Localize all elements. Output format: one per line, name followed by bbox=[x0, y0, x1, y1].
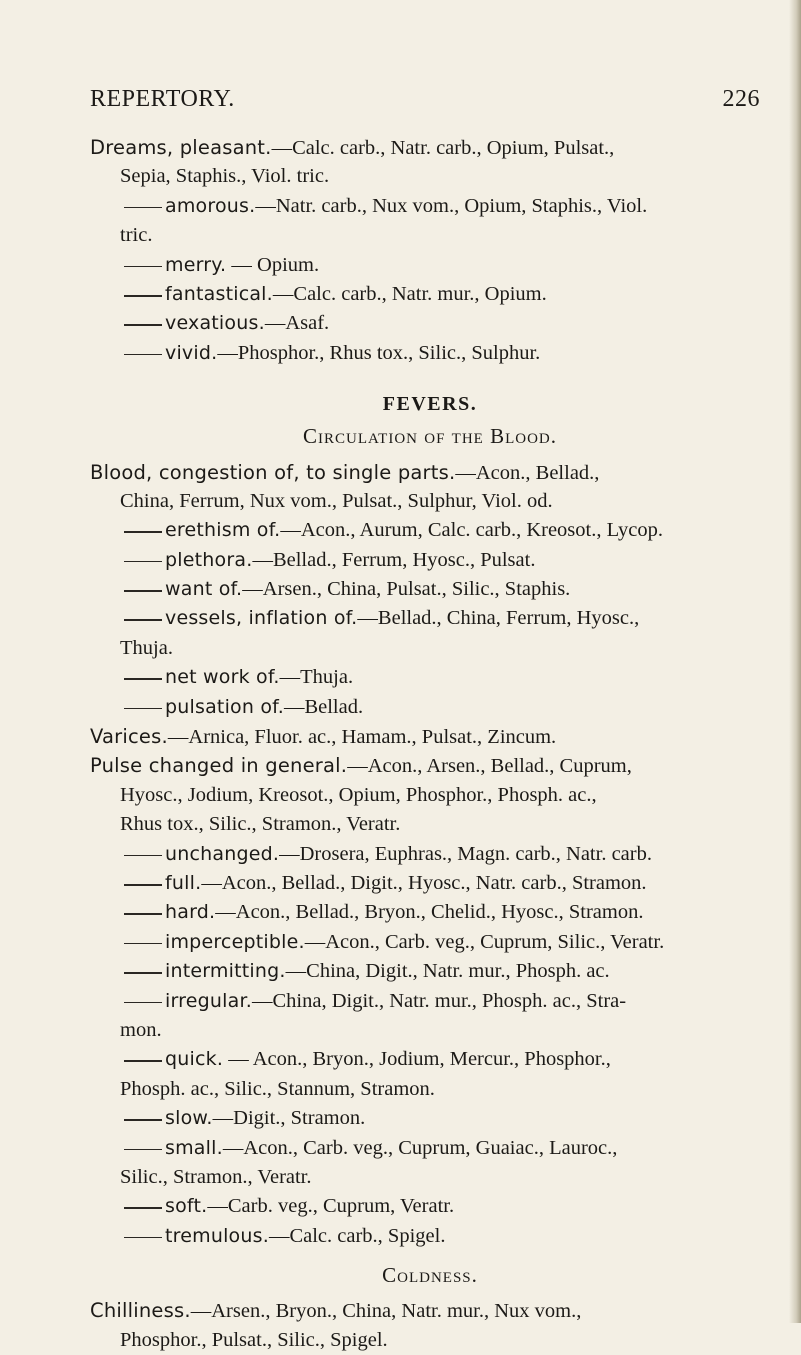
rubric-term: amorous. bbox=[165, 194, 256, 217]
rubric-term: Blood, congestion of, to single parts. bbox=[90, 460, 456, 484]
continuation-line: Phosphor., Pulsat., Silic., Spigel. bbox=[120, 1328, 388, 1351]
rubric-entry bbox=[90, 751, 770, 780]
remedy-list: —Acon., Carb. veg., Cuprum, Guaiac., Lauroc., bbox=[222, 1136, 618, 1159]
rubric-term: pulsation of. bbox=[165, 695, 284, 718]
remedy-list: —Asaf. bbox=[264, 312, 330, 335]
repertory-text bbox=[90, 133, 770, 1355]
rubric-term: erethism of. bbox=[165, 519, 281, 542]
continuation-line: Rhus tox., Silic., Stramon., Veratr. bbox=[120, 813, 401, 836]
spacer bbox=[90, 1251, 770, 1261]
subsection-heading: Coldness. bbox=[382, 1263, 478, 1288]
rubric-entry bbox=[90, 722, 770, 751]
rubric-term: imperceptible. bbox=[165, 930, 305, 953]
sub-entry bbox=[90, 928, 770, 957]
page-edge-shadow bbox=[789, 0, 801, 1323]
rubric-term: full. bbox=[165, 871, 202, 894]
sub-entry bbox=[90, 663, 770, 692]
sub-entry bbox=[90, 987, 770, 1016]
rubric-term: fantastical. bbox=[165, 282, 273, 305]
rubric-term: vivid. bbox=[165, 341, 218, 364]
subsection-heading: Circulation of the Blood. bbox=[303, 424, 557, 449]
rubric-term: vessels, inflation of. bbox=[165, 607, 358, 630]
sub-entry bbox=[90, 251, 770, 280]
remedy-list: —Acon., Arsen., Bellad., Cuprum, bbox=[347, 755, 632, 778]
remedy-list: —Acon., Bellad., Bryon., Chelid., Hyosc., Stramon. bbox=[215, 901, 644, 924]
rubric-term: net work of. bbox=[165, 666, 280, 689]
remedy-list: —Drosera, Euphras., Magn. carb., Natr. carb. bbox=[279, 842, 652, 865]
rubric-entry bbox=[90, 133, 770, 162]
remedy-list: —Calc. carb., Spigel. bbox=[268, 1224, 446, 1247]
remedy-list: —China, Digit., Natr. mur., Phosph. ac. bbox=[285, 960, 610, 983]
sub-entry bbox=[90, 1134, 770, 1163]
remedy-list: —Calc. carb., Natr. carb., Opium, Pulsat., bbox=[271, 137, 615, 159]
continuation-line: Hyosc., Jodium, Kreosot., Opium, Phosphor., Phosph. ac., bbox=[120, 783, 597, 806]
continuation-line: Sepia, Staphis., Viol. tric. bbox=[120, 165, 330, 188]
sub-entry bbox=[90, 309, 770, 338]
sub-entry bbox=[90, 1104, 770, 1133]
remedy-list: — Opium. bbox=[226, 253, 320, 276]
rubric-term: Pulse changed in general. bbox=[90, 754, 348, 778]
sub-entry bbox=[90, 546, 770, 575]
remedy-list: —China, Digit., Natr. mur., Phosph. ac., Stra- bbox=[251, 989, 627, 1012]
remedy-list: —Bellad. bbox=[283, 695, 364, 718]
remedy-list: —Arsen., China, Pulsat., Silic., Staphis. bbox=[242, 578, 571, 601]
sub-entry bbox=[90, 1045, 770, 1074]
rubric-term: vexatious. bbox=[165, 312, 265, 335]
sub-entry bbox=[90, 192, 770, 221]
rubric-entry bbox=[90, 458, 770, 487]
continuation-line: Phosph. ac., Silic., Stannum, Stramon. bbox=[120, 1077, 435, 1100]
rubric-term: want of. bbox=[165, 578, 243, 601]
remedy-list: —Arnica, Fluor. ac., Hamam., Pulsat., Zincum. bbox=[167, 726, 557, 749]
sub-entry bbox=[90, 280, 770, 309]
continuation-line: China, Ferrum, Nux vom., Pulsat., Sulphur, Viol. od. bbox=[120, 489, 553, 512]
sub-entry bbox=[90, 957, 770, 986]
rubric-term: plethora. bbox=[165, 548, 253, 571]
rubric-term: irregular. bbox=[165, 989, 252, 1012]
remedy-list: —Thuja. bbox=[279, 666, 354, 689]
sub-entry bbox=[90, 1222, 770, 1251]
rubric-term: small. bbox=[165, 1136, 223, 1159]
continuation-line: Silic., Stramon., Veratr. bbox=[120, 1165, 312, 1188]
continuation-line: mon. bbox=[120, 1018, 162, 1041]
rubric-term: intermitting. bbox=[165, 960, 286, 983]
sub-entry bbox=[90, 604, 770, 633]
rubric-term: soft. bbox=[165, 1195, 208, 1218]
remedy-list: —Acon., Bellad., Digit., Hyosc., Natr. carb., Stramon. bbox=[201, 871, 647, 894]
remedy-list: —Acon., Carb. veg., Cuprum, Silic., Veratr. bbox=[304, 930, 665, 953]
rubric-term: tremulous. bbox=[165, 1224, 269, 1247]
rubric-term: unchanged. bbox=[165, 842, 280, 865]
page-number: 226 bbox=[722, 86, 760, 112]
sub-entry bbox=[90, 575, 770, 604]
rubric-term: hard. bbox=[165, 901, 216, 924]
rubric-term: Chilliness. bbox=[90, 1299, 191, 1323]
sub-entry bbox=[90, 898, 770, 927]
rubric-entry bbox=[90, 1296, 770, 1325]
remedy-list: —Natr. carb., Nux vom., Opium, Staphis., Viol. bbox=[255, 194, 648, 217]
remedy-list: —Carb. veg., Cuprum, Veratr. bbox=[207, 1195, 455, 1218]
sub-entry bbox=[90, 339, 770, 368]
remedy-list: —Calc. carb., Natr. mur., Opium. bbox=[272, 282, 547, 305]
rubric-term: quick. bbox=[165, 1048, 224, 1071]
continuation-line: Thuja. bbox=[120, 636, 173, 659]
running-header bbox=[90, 86, 760, 116]
sub-entry bbox=[90, 840, 770, 869]
remedy-list: —Bellad., China, Ferrum, Hyosc., bbox=[357, 607, 640, 630]
spacer bbox=[90, 368, 770, 378]
rubric-term: Varices. bbox=[90, 725, 168, 749]
remedy-list: —Acon., Aurum, Calc. carb., Kreosot., Lycop. bbox=[280, 519, 663, 542]
remedy-list: —Phosphor., Rhus tox., Silic., Sulphur. bbox=[217, 341, 541, 364]
rubric-term: slow. bbox=[165, 1107, 213, 1130]
sub-entry bbox=[90, 869, 770, 898]
remedy-list: —Acon., Bellad., bbox=[455, 461, 600, 484]
remedy-list: —Digit., Stramon. bbox=[212, 1107, 366, 1130]
sub-entry bbox=[90, 1192, 770, 1221]
remedy-list: —Arsen., Bryon., China, Natr. mur., Nux vom., bbox=[190, 1300, 582, 1323]
continuation-line: tric. bbox=[120, 224, 153, 247]
section-heading: FEVERS. bbox=[382, 393, 478, 416]
rubric-term: Dreams, pleasant. bbox=[90, 136, 272, 159]
rubric-term: merry. bbox=[165, 253, 227, 276]
sub-entry bbox=[90, 693, 770, 722]
remedy-list: —Bellad., Ferrum, Hyosc., Pulsat. bbox=[252, 548, 536, 571]
header-title: REPERTORY. bbox=[90, 86, 235, 112]
remedy-list: — Acon., Bryon., Jodium, Mercur., Phosphor., bbox=[223, 1048, 611, 1071]
sub-entry bbox=[90, 516, 770, 545]
